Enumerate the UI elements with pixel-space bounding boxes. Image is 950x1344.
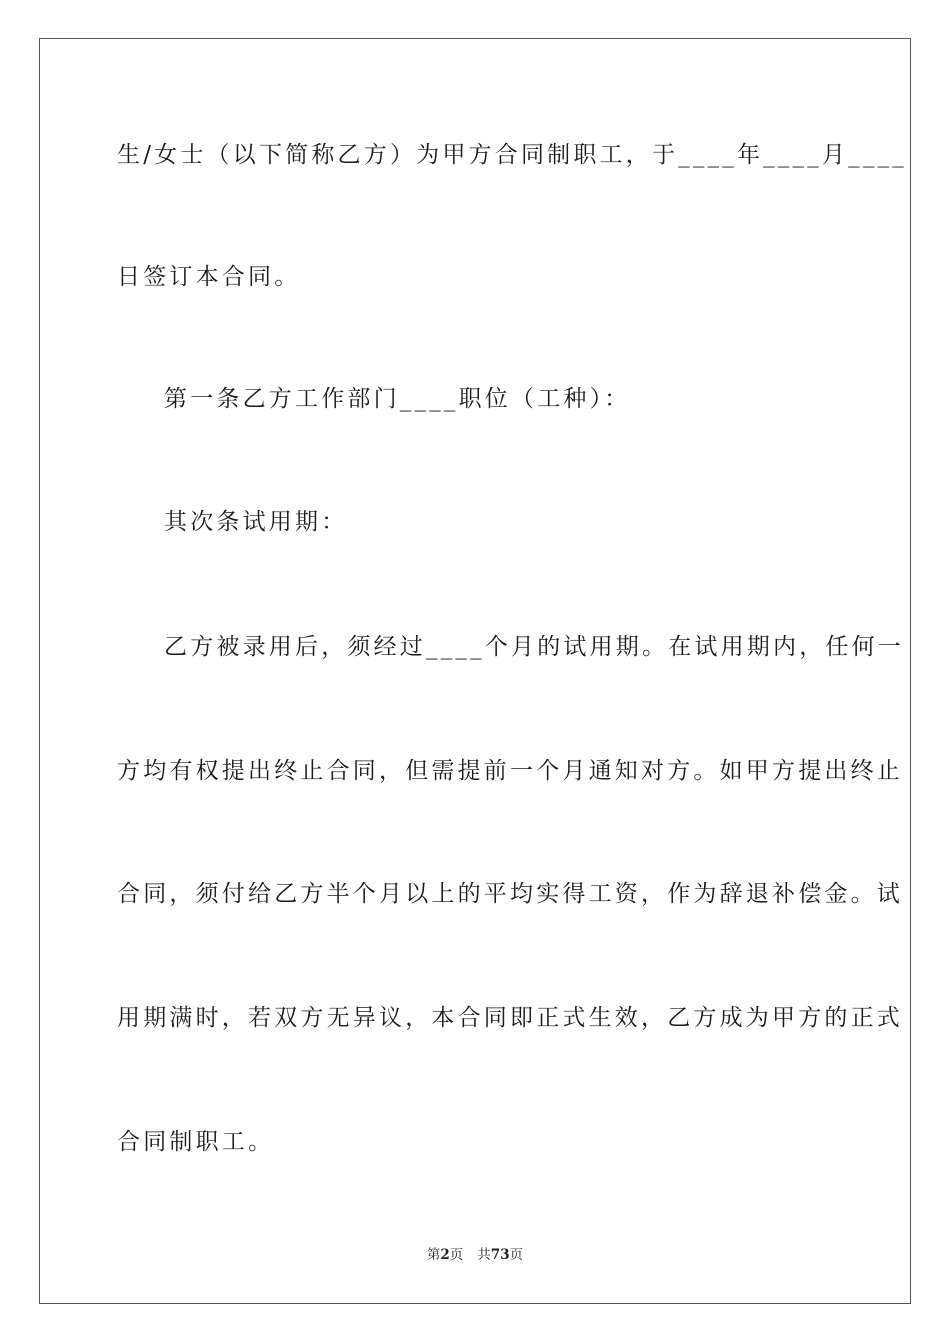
text-line-5: 乙方被录用后，须经过____个月的试用期。在试用期内，任何一 [164, 634, 904, 660]
article-2-heading: 其次条试用期： [164, 509, 348, 535]
footer-page-number: 2 [440, 1247, 450, 1263]
article-1-heading: 第一条乙方工作部门____职位（工种）： [164, 386, 631, 412]
page-border [39, 38, 911, 1304]
footer-page-prefix: 第 [426, 1247, 441, 1263]
footer-page-suffix: 页 [449, 1247, 464, 1263]
page-footer [0, 1243, 950, 1263]
text-line-1: 生/女士（以下简称乙方）为甲方合同制职工，于____年____月____ [117, 142, 907, 168]
text-line-7: 合同，须付给乙方半个月以上的平均实得工资，作为辞退补偿金。试 [117, 881, 903, 907]
text-line-8: 用期满时，若双方无异议，本合同即正式生效，乙方成为甲方的正式 [117, 1005, 903, 1031]
text-line-9: 合同制职工。 [117, 1129, 275, 1155]
footer-total-prefix: 共 [477, 1247, 491, 1263]
footer-total-pages: 73 [490, 1247, 510, 1263]
text-line-6: 方均有权提出终止合同，但需提前一个月通知对方。如甲方提出终止 [117, 758, 903, 784]
footer-total-suffix: 页 [509, 1247, 524, 1263]
text-line-2: 日签订本合同。 [117, 264, 301, 290]
